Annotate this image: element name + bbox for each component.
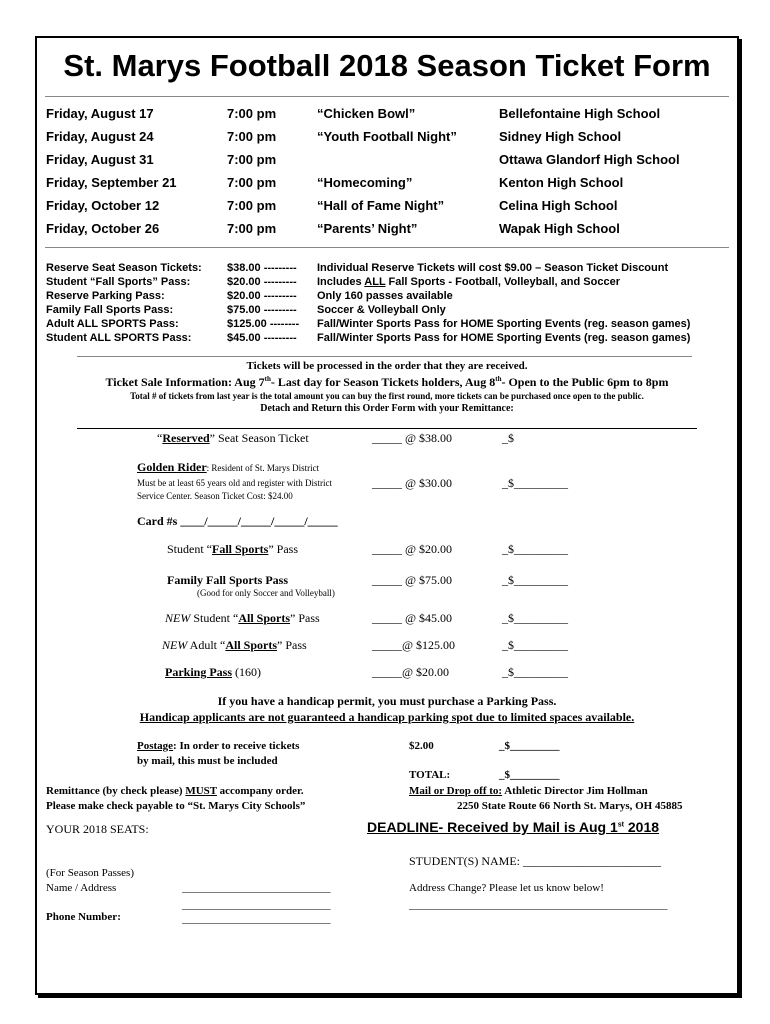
parking-pass-amount[interactable]: _$_________: [502, 665, 568, 679]
total-label: TOTAL:: [409, 769, 451, 781]
postage-note: by mail, this must be included: [137, 755, 278, 767]
schedule-opponent: Ottawa Glandorf High School: [499, 152, 680, 167]
card-numbers-field[interactable]: Card #s ____/_____/_____/_____/_____: [137, 514, 338, 528]
pricing-desc: Includes ALL Fall Sports - Football, Volleyball, and Soccer: [317, 276, 620, 288]
schedule-event: “Homecoming”: [317, 175, 413, 190]
schedule-event: “Chicken Bowl”: [317, 106, 416, 121]
schedule-time: 7:00 pm: [227, 152, 277, 167]
new-student-all-sports-label: NEW Student “All Sports” Pass: [165, 611, 320, 625]
schedule-opponent: Kenton High School: [499, 175, 624, 190]
mail-address: 2250 State Route 66 North St. Marys, OH 45885: [457, 800, 683, 812]
page-title: St. Marys Football 2018 Season Ticket Form: [63, 48, 711, 83]
divider: [77, 428, 697, 429]
reserved-amount[interactable]: _$: [502, 431, 514, 445]
parking-pass-qty[interactable]: _____@ $20.00: [372, 665, 450, 679]
pricing-label: Adult ALL SPORTS Pass:: [46, 318, 179, 330]
pricing-desc: Fall/Winter Sports Pass for HOME Sporting Events (reg. season games): [317, 332, 691, 344]
schedule-date: Friday, October 26: [46, 221, 160, 236]
schedule-time: 7:00 pm: [227, 129, 277, 144]
schedule-date: Friday, October 12: [46, 198, 160, 213]
divider: [45, 247, 729, 248]
schedule-time: 7:00 pm: [227, 106, 277, 121]
total-tickets-note: Total # of tickets from last year is the total amount you can buy the first round, more tickets can be purchased once open to the public.: [130, 391, 644, 401]
schedule-time: 7:00 pm: [227, 221, 277, 236]
pricing-price: $20.00 ---------: [227, 290, 297, 302]
pricing-price: $75.00 ---------: [227, 304, 297, 316]
student-fall-sports-amount[interactable]: _$_________: [502, 542, 568, 556]
student-names-field[interactable]: STUDENT(S) NAME: _______________________: [409, 854, 661, 868]
pricing-label: Reserve Parking Pass:: [46, 290, 165, 302]
total-amount[interactable]: _$_________: [499, 769, 560, 781]
student-fall-sports-qty[interactable]: _____ @ $20.00: [372, 542, 453, 556]
postage-price: $2.00: [409, 740, 434, 752]
remittance-note: Remittance (by check please) MUST accompany order.: [46, 785, 304, 797]
schedule-opponent: Sidney High School: [499, 129, 622, 144]
phone-line[interactable]: ___________________________: [182, 913, 331, 925]
parking-pass-label: Parking Pass (160): [165, 665, 262, 679]
pricing-price: $125.00 --------: [227, 318, 300, 330]
handicap-warning: Handicap applicants are not guaranteed a handicap parking spot due to limited spaces available.: [139, 710, 635, 724]
pricing-desc: Soccer & Volleyball Only: [317, 304, 446, 316]
detach-note: Detach and Return this Order Form with your Remittance:: [260, 403, 514, 414]
pricing-price: $38.00 ---------: [227, 262, 297, 274]
family-pass-label: Family Fall Sports Pass: [167, 573, 289, 587]
golden-rider-qty[interactable]: _____ @ $30.00: [372, 476, 453, 490]
family-pass-note: (Good for only Soccer and Volleyball): [197, 588, 335, 598]
pricing-desc: Only 160 passes available: [317, 290, 453, 302]
new-adult-all-sports-label: NEW Adult “All Sports” Pass: [162, 638, 307, 652]
schedule-opponent: Bellefontaine High School: [499, 106, 661, 121]
divider: [77, 356, 692, 357]
phone-label: Phone Number:: [46, 911, 121, 923]
mail-to: Mail or Drop off to: Athletic Director Jim Hollman: [409, 785, 648, 797]
postage-label: Postage: In order to receive tickets: [137, 740, 300, 752]
schedule-date: Friday, August 17: [46, 106, 154, 121]
new-adult-all-sports-qty[interactable]: _____@ $125.00: [372, 638, 456, 652]
deadline-banner: DEADLINE- Received by Mail is Aug 1st 2018: [367, 819, 660, 835]
postage-amount[interactable]: _$_________: [499, 740, 560, 752]
golden-rider-label: Golden Rider: Resident of St. Marys District: [137, 460, 320, 474]
reserved-qty[interactable]: _____ @ $38.00: [372, 431, 453, 445]
schedule-date: Friday, September 21: [46, 175, 177, 190]
pricing-desc: Individual Reserve Tickets will cost $9.00 – Season Ticket Discount: [317, 262, 669, 274]
processed-note: Tickets will be processed in the order that they are received.: [246, 360, 528, 372]
name-address-line[interactable]: ___________________________: [182, 882, 331, 894]
pricing-desc: Fall/Winter Sports Pass for HOME Sporting Events (reg. season games): [317, 318, 691, 330]
reserved-ticket-label: “Reserved” Seat Season Ticket: [157, 431, 309, 445]
family-pass-qty[interactable]: _____ @ $75.00: [372, 573, 453, 587]
golden-rider-note: Must be at least 65 years old and register with District: [137, 478, 332, 488]
ticket-sale-info: Ticket Sale Information: Aug 7th- Last day for Season Tickets holders, Aug 8th- Open to the Public 6pm to 8pm: [105, 375, 669, 389]
schedule-event: “Parents’ Night”: [317, 221, 418, 236]
pricing-label: Student ALL SPORTS Pass:: [46, 332, 192, 344]
schedule-time: 7:00 pm: [227, 198, 277, 213]
golden-rider-amount[interactable]: _$_________: [502, 476, 568, 490]
address-change-line[interactable]: _______________________________________________: [409, 899, 668, 911]
schedule-opponent: Celina High School: [499, 198, 618, 213]
pricing-label: Student “Fall Sports” Pass:: [46, 276, 191, 288]
student-fall-sports-label: Student “Fall Sports” Pass: [167, 542, 299, 556]
new-student-all-sports-qty[interactable]: _____ @ $45.00: [372, 611, 453, 625]
schedule-event: “Hall of Fame Night”: [317, 198, 445, 213]
schedule-time: 7:00 pm: [227, 175, 277, 190]
schedule-date: Friday, August 31: [46, 152, 154, 167]
season-passes-note: (For Season Passes): [46, 867, 134, 879]
new-student-all-sports-amount[interactable]: _$_________: [502, 611, 568, 625]
schedule-date: Friday, August 24: [46, 129, 154, 144]
name-address-label: Name / Address: [46, 882, 117, 894]
pricing-label: Family Fall Sports Pass:: [46, 304, 174, 316]
golden-rider-note: Service Center. Season Ticket Cost: $24.00: [137, 491, 293, 501]
handicap-note: If you have a handicap permit, you must purchase a Parking Pass.: [217, 694, 557, 708]
pricing-price: $20.00 ---------: [227, 276, 297, 288]
pricing-price: $45.00 ---------: [227, 332, 297, 344]
schedule-opponent: Wapak High School: [499, 221, 620, 236]
divider: [45, 96, 729, 97]
address-change-note: Address Change? Please let us know below!: [409, 882, 604, 894]
new-adult-all-sports-amount[interactable]: _$_________: [502, 638, 568, 652]
pricing-label: Reserve Seat Season Tickets:: [46, 262, 202, 274]
schedule-event: “Youth Football Night”: [317, 129, 457, 144]
family-pass-amount[interactable]: _$_________: [502, 573, 568, 587]
check-payable-note: Please make check payable to “St. Marys City Schools”: [46, 800, 306, 812]
name-address-line[interactable]: ___________________________: [182, 899, 331, 911]
seats-label: YOUR 2018 SEATS:: [46, 822, 149, 836]
ticket-form: [35, 36, 739, 995]
